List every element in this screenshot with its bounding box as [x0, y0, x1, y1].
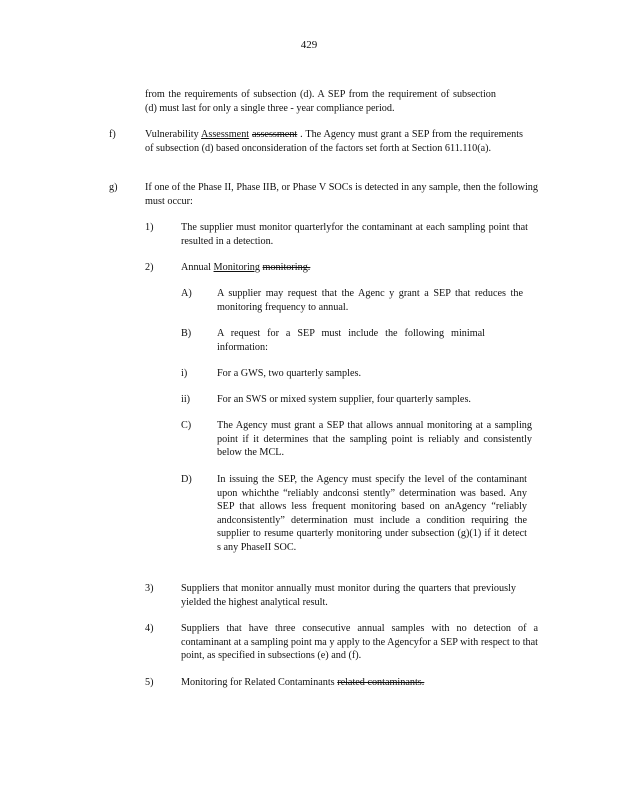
item-2Bi-label: i): [181, 368, 188, 379]
item-1-label: 1): [145, 222, 154, 233]
item-2-label: 2): [145, 262, 154, 273]
item-2A-text: A supplier may request that the Agenc y grant a SEP that reduces the monitoring frequency to annual.: [217, 288, 523, 313]
item-2Bi-text: For a GWS, two quarterly samples.: [217, 368, 362, 379]
item-2D-text: In issuing the SEP, the Agency must specify the level of the contaminant upon whichthe “reliably andconsi stently” determination was based. Any SEP that allows less frequent monitoring based on anAgency “reliably andconsistently” determination must include a condition requiring the supplier to resume quarterly monitoring under subsection (g)(1) if it detect s any PhaseII SOC.: [217, 474, 527, 553]
item-4-label: 4): [145, 623, 154, 634]
item-5-heading: [181, 676, 511, 690]
item-5-pre: Monitoring for Related Contaminants: [181, 677, 335, 688]
item-2-heading: [181, 261, 511, 275]
item-2-inserted: Monitoring: [213, 262, 260, 273]
f-pre-text: Vulnerability: [145, 129, 199, 140]
f-inserted-text: Assessment: [201, 129, 250, 140]
item-5-label: 5): [145, 677, 154, 688]
item-2B-label: B): [181, 328, 192, 339]
item-4-text: Suppliers that have three consecutive annual samples with no detection of a contaminant at a sampling point ma y apply to the Agencyfor a SEP with respect to that point, as specified in subsections (e) and (f).: [181, 623, 538, 662]
intro-paragraph: from the requirements of subsection (d). A SEP from the requirement of subsection (d) must last for only a single three - year compliance period.: [145, 89, 496, 114]
item-2B-text: A request for a SEP must include the following minimal information:: [217, 328, 485, 353]
item-2C-label: C): [181, 420, 192, 431]
item-2-deleted: monitoring.: [262, 262, 311, 273]
f-post-text: . The Agency must grant a SEP from the requirements of subsection (d) based onconsideration of the factors set forth at Section 611.110(a).: [145, 129, 524, 154]
subsection-g-text: If one of the Phase II, Phase IIB, or Phase V SOCs is detected in any sample, then the following must occur:: [145, 182, 538, 207]
subsection-f-text: [145, 128, 523, 155]
item-2Bii-text: For an SWS or mixed system supplier, four quarterly samples.: [217, 394, 471, 405]
item-2-pre: Annual: [181, 262, 211, 273]
item-3-label: 3): [145, 583, 154, 594]
f-deleted-text: assessment: [251, 129, 298, 140]
item-5-deleted: related contaminants.: [337, 677, 425, 688]
subsection-f-label: f): [109, 129, 116, 140]
item-3-text: Suppliers that monitor annually must monitor during the quarters that previously yielded the highest analytical result.: [181, 583, 516, 608]
item-1-body: The supplier must monitor quarterlyfor the contaminant at each sampling point that resulted in a detection.: [181, 222, 528, 247]
item-2D-label: D): [181, 474, 192, 485]
item-2C-text: The Agency must grant a SEP that allows annual monitoring at a sampling point if it determines that the sampling point is reliably and consistently below the MCL.: [217, 420, 532, 459]
item-2A-label: A): [181, 288, 192, 299]
subsection-g-label: g): [109, 182, 118, 193]
page-number: 429: [300, 39, 318, 51]
item-2Bii-label: ii): [181, 394, 191, 405]
